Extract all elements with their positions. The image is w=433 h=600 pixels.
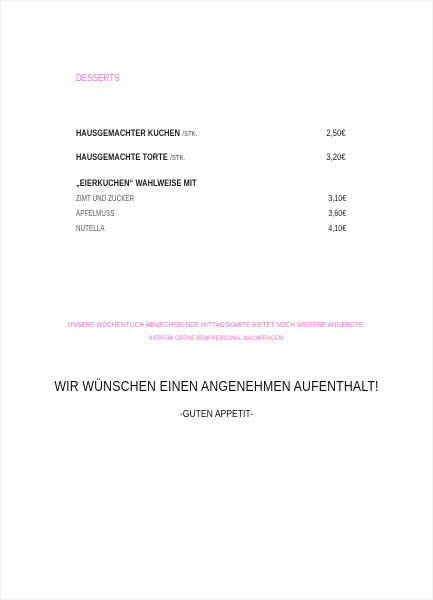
option-name: ZIMT UND ZUCKER (76, 194, 135, 203)
option-price: 4,10€ (327, 223, 346, 233)
menu-item-torte (76, 152, 346, 163)
menu-item-kuchen (76, 128, 346, 139)
option-name: APFELMUSS (76, 209, 115, 218)
item-unit: /STK. (170, 153, 186, 162)
notice-line-2: HIERFÜR GERNE BEIM PERSONAL NACHFRAGEN! (148, 335, 285, 342)
notice-line-1: UNSERE WÖCHENTLICH ABWECHSELNDE MITTAGSKARTE BIETET NOCH WEITERE ANGEBOTE. (67, 320, 366, 329)
group-name: „EIERKUCHEN“ WAHLWEISE MIT (76, 178, 197, 189)
section-title: DESSERTS (76, 73, 120, 84)
option-price: 3,10€ (327, 193, 346, 203)
option-price: 3,60€ (327, 208, 346, 218)
option-name: NUTELLA (76, 224, 105, 233)
menu-option-apfelmus (76, 208, 346, 218)
item-price: 3,20€ (326, 152, 346, 162)
menu-group-eierkuchen (76, 178, 346, 189)
closing-greeting: -GUTEN APPETIT- (179, 408, 254, 420)
closing-wish: WIR WÜNSCHEN EINEN ANGENEHMEN AUFENTHALT! (54, 378, 379, 395)
menu-option-zimt (76, 193, 346, 203)
item-name: HAUSGEMACHTER KUCHEN /STK. (76, 128, 198, 139)
item-name: HAUSGEMACHTE TORTE /STK. (76, 152, 186, 163)
item-price: 2,50€ (326, 128, 346, 138)
menu-option-nutella (76, 223, 346, 233)
item-unit: /STK. (182, 129, 198, 138)
